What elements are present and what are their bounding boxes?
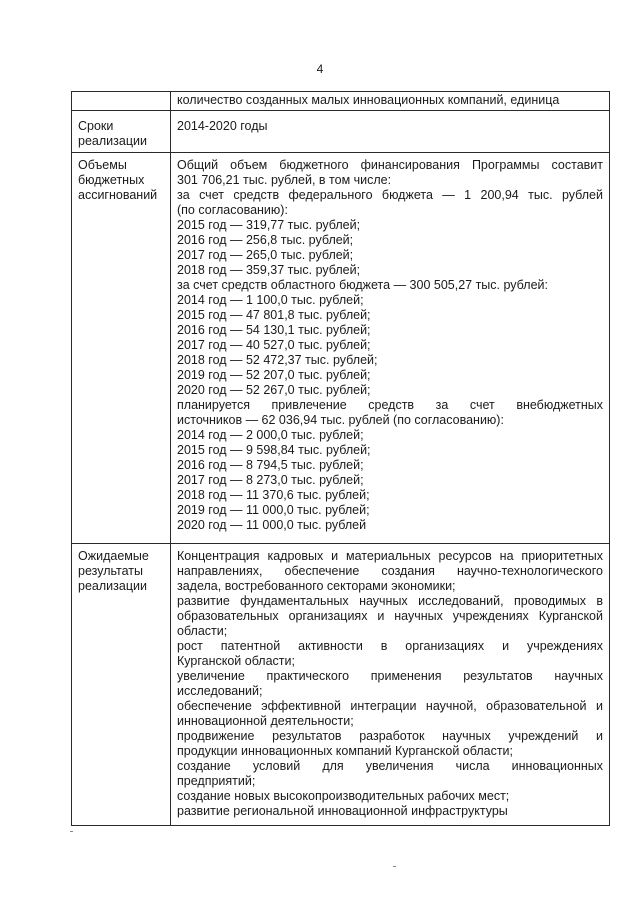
content-line: 2019 год — 11 000,0 тыс. рублей; <box>177 503 370 517</box>
content-line: 2016 год — 256,8 тыс. рублей; <box>177 233 354 247</box>
row-label-line: реализации <box>78 134 147 148</box>
content-line: за счет средств федерального бюджета — 1 200,94 тыс. рублей <box>177 188 603 202</box>
table-row <box>72 153 610 544</box>
content-line: области; <box>177 624 228 638</box>
row-label-cell <box>72 92 171 111</box>
content-line: предприятий; <box>177 774 256 788</box>
scan-artifact <box>393 866 396 867</box>
row-label-cell <box>72 544 171 826</box>
content-line: развитие фундаментальных научных исследований, проводимых в <box>177 594 603 608</box>
row-label-line: ассигнований <box>78 188 158 202</box>
row-content-cell <box>171 544 610 826</box>
content-line: 2016 год — 8 794,5 тыс. рублей; <box>177 458 364 472</box>
content-line: 2014 год — 1 100,0 тыс. рублей; <box>177 293 364 307</box>
content-line: создание новых высокопроизводительных рабочих мест; <box>177 789 510 803</box>
content-line: 301 706,21 тыс. рублей, в том числе: <box>177 173 392 187</box>
row-label-line: реализации <box>78 579 147 593</box>
content-line: образовательных организациях и научных учреждениях Курганской <box>177 609 603 623</box>
content-line: 2016 год — 54 130,1 тыс. рублей; <box>177 323 371 337</box>
table-row <box>72 111 610 153</box>
content-line: 2014-2020 годы <box>177 119 268 133</box>
content-line: 2017 год — 8 273,0 тыс. рублей; <box>177 473 364 487</box>
row-content-cell <box>171 92 610 111</box>
row-label-line: Объемы <box>78 158 127 172</box>
content-line: развитие региональной инновационной инфраструктуры <box>177 804 508 818</box>
row-content-cell <box>171 153 610 544</box>
content-line: (по согласованию): <box>177 203 288 217</box>
content-line: создание условий для увеличения числа инновационных <box>177 759 603 773</box>
content-line: 2014 год — 2 000,0 тыс. рублей; <box>177 428 364 442</box>
content-line: продукции инновационных компаний Курганской области; <box>177 744 513 758</box>
content-line: 2018 год — 359,37 тыс. рублей; <box>177 263 361 277</box>
table-row <box>72 92 610 111</box>
content-line: 2017 год — 40 527,0 тыс. рублей; <box>177 338 371 352</box>
content-line: 2020 год — 52 267,0 тыс. рублей; <box>177 383 371 397</box>
content-line: за счет средств областного бюджета — 300 505,27 тыс. рублей: <box>177 278 548 292</box>
table-row <box>72 544 610 826</box>
content-line: 2017 год — 265,0 тыс. рублей; <box>177 248 354 262</box>
content-line: задела, востребованного секторами экономики; <box>177 579 456 593</box>
content-line: планируется привлечение средств за счет внебюджетных <box>177 398 603 412</box>
content-line: 2015 год — 47 801,8 тыс. рублей; <box>177 308 371 322</box>
content-line: количество созданных малых инновационных компаний, единица <box>177 93 560 107</box>
content-line: источников — 62 036,94 тыс. рублей (по согласованию): <box>177 413 504 427</box>
content-line: 2015 год — 319,77 тыс. рублей; <box>177 218 361 232</box>
content-line: продвижение результатов разработок научных учреждений и <box>177 729 603 743</box>
content-line: рост патентной активности в организациях и учреждениях <box>177 639 603 653</box>
content-line: Курганской области; <box>177 654 295 668</box>
content-line: 2020 год — 11 000,0 тыс. рублей <box>177 518 367 532</box>
row-label-line: Сроки <box>78 119 114 133</box>
row-label-line: результаты <box>78 564 143 578</box>
content-line: инновационной деятельности; <box>177 714 354 728</box>
row-content-cell <box>171 111 610 153</box>
content-line: Общий объем бюджетного финансирования Программы составит <box>177 158 603 172</box>
content-line: 2018 год — 52 472,37 тыс. рублей; <box>177 353 378 367</box>
scan-artifact <box>70 831 73 832</box>
content-line: Концентрация кадровых и материальных ресурсов на приоритетных <box>177 549 603 563</box>
row-label-line: Ожидаемые <box>78 549 149 563</box>
content-line: 2015 год — 9 598,84 тыс. рублей; <box>177 443 371 457</box>
content-line: 2019 год — 52 207,0 тыс. рублей; <box>177 368 371 382</box>
content-line: направлениях, обеспечение создания научно-технологического <box>177 564 603 578</box>
content-line: увеличение практического применения результатов научных <box>177 669 603 683</box>
passport-table <box>71 91 610 826</box>
page-number: 4 <box>316 62 324 76</box>
row-label-line: бюджетных <box>78 173 145 187</box>
row-label-cell <box>72 153 171 544</box>
content-line: исследований; <box>177 684 263 698</box>
row-label-cell <box>72 111 171 153</box>
content-line: 2018 год — 11 370,6 тыс. рублей; <box>177 488 370 502</box>
content-line: обеспечение эффективной интеграции научной, образовательной и <box>177 699 603 713</box>
